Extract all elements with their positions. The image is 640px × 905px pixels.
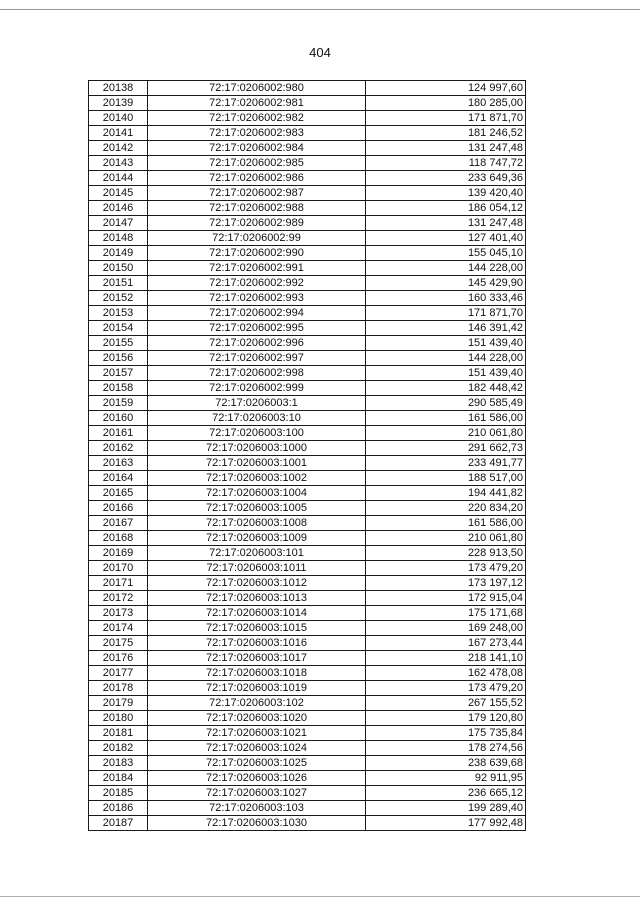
row-number-cell: 20156	[89, 351, 148, 366]
row-number-cell: 20145	[89, 186, 148, 201]
cadastral-value-cell: 127 401,40	[366, 231, 526, 246]
cadastral-number-cell: 72:17:0206003:1	[148, 396, 366, 411]
row-number-cell: 20160	[89, 411, 148, 426]
table-row	[89, 696, 526, 711]
row-number-cell: 20184	[89, 771, 148, 786]
cadastral-value-cell: 218 141,10	[366, 651, 526, 666]
table-row	[89, 81, 526, 96]
cadastral-number-cell: 72:17:0206002:997	[148, 351, 366, 366]
cadastral-value-cell: 171 871,70	[366, 111, 526, 126]
cadastral-number-cell: 72:17:0206003:101	[148, 546, 366, 561]
row-number-cell: 20148	[89, 231, 148, 246]
table-row	[89, 546, 526, 561]
cadastral-value-cell: 131 247,48	[366, 216, 526, 231]
cadastral-value-cell: 173 479,20	[366, 561, 526, 576]
cadastral-number-cell: 72:17:0206002:984	[148, 141, 366, 156]
row-number-cell: 20159	[89, 396, 148, 411]
table-row	[89, 231, 526, 246]
table-row	[89, 336, 526, 351]
row-number-cell: 20147	[89, 216, 148, 231]
bottom-rule	[0, 896, 640, 897]
cadastral-value-cell: 173 479,20	[366, 681, 526, 696]
cadastral-number-cell: 72:17:0206002:985	[148, 156, 366, 171]
cadastral-value-cell: 233 491,77	[366, 456, 526, 471]
table-row	[89, 381, 526, 396]
cadastral-value-cell: 131 247,48	[366, 141, 526, 156]
cadastral-number-cell: 72:17:0206003:1025	[148, 756, 366, 771]
cadastral-value-cell: 161 586,00	[366, 516, 526, 531]
cadastral-number-cell: 72:17:0206003:1020	[148, 711, 366, 726]
cadastral-number-cell: 72:17:0206003:1024	[148, 741, 366, 756]
cadastral-value-cell: 228 913,50	[366, 546, 526, 561]
cadastral-number-cell: 72:17:0206003:1015	[148, 621, 366, 636]
cadastral-register-table	[88, 80, 526, 831]
cadastral-number-cell: 72:17:0206002:988	[148, 201, 366, 216]
row-number-cell: 20143	[89, 156, 148, 171]
table-row	[89, 156, 526, 171]
cadastral-number-cell: 72:17:0206002:993	[148, 291, 366, 306]
row-number-cell: 20151	[89, 276, 148, 291]
table-row	[89, 501, 526, 516]
cadastral-number-cell: 72:17:0206002:989	[148, 216, 366, 231]
table-row	[89, 636, 526, 651]
cadastral-value-cell: 220 834,20	[366, 501, 526, 516]
cadastral-number-cell: 72:17:0206003:1000	[148, 441, 366, 456]
row-number-cell: 20185	[89, 786, 148, 801]
table-row	[89, 681, 526, 696]
row-number-cell: 20168	[89, 531, 148, 546]
row-number-cell: 20164	[89, 471, 148, 486]
table-row	[89, 306, 526, 321]
row-number-cell: 20152	[89, 291, 148, 306]
table-row	[89, 321, 526, 336]
row-number-cell: 20175	[89, 636, 148, 651]
cadastral-value-cell: 175 735,84	[366, 726, 526, 741]
cadastral-value-cell: 169 248,00	[366, 621, 526, 636]
row-number-cell: 20173	[89, 606, 148, 621]
row-number-cell: 20150	[89, 261, 148, 276]
cadastral-number-cell: 72:17:0206003:1004	[148, 486, 366, 501]
cadastral-value-cell: 146 391,42	[366, 321, 526, 336]
cadastral-value-cell: 172 915,04	[366, 591, 526, 606]
table-row	[89, 516, 526, 531]
cadastral-number-cell: 72:17:0206003:1008	[148, 516, 366, 531]
row-number-cell: 20172	[89, 591, 148, 606]
cadastral-value-cell: 173 197,12	[366, 576, 526, 591]
cadastral-number-cell: 72:17:0206003:1009	[148, 531, 366, 546]
cadastral-number-cell: 72:17:0206003:1018	[148, 666, 366, 681]
page-number: 404	[309, 45, 331, 60]
table-row	[89, 351, 526, 366]
row-number-cell: 20169	[89, 546, 148, 561]
table-row	[89, 801, 526, 816]
cadastral-value-cell: 182 448,42	[366, 381, 526, 396]
cadastral-value-cell: 210 061,80	[366, 531, 526, 546]
table-row	[89, 111, 526, 126]
table-row	[89, 96, 526, 111]
cadastral-value-cell: 186 054,12	[366, 201, 526, 216]
table-row	[89, 771, 526, 786]
table-row	[89, 786, 526, 801]
cadastral-number-cell: 72:17:0206003:100	[148, 426, 366, 441]
cadastral-value-cell: 290 585,49	[366, 396, 526, 411]
cadastral-number-cell: 72:17:0206003:1021	[148, 726, 366, 741]
row-number-cell: 20165	[89, 486, 148, 501]
cadastral-value-cell: 210 061,80	[366, 426, 526, 441]
row-number-cell: 20155	[89, 336, 148, 351]
cadastral-value-cell: 181 246,52	[366, 126, 526, 141]
top-rule	[0, 9, 640, 10]
table-row	[89, 186, 526, 201]
row-number-cell: 20180	[89, 711, 148, 726]
cadastral-number-cell: 72:17:0206003:1001	[148, 456, 366, 471]
table-row	[89, 756, 526, 771]
table-row	[89, 171, 526, 186]
row-number-cell: 20163	[89, 456, 148, 471]
cadastral-value-cell: 160 333,46	[366, 291, 526, 306]
cadastral-value-cell: 118 747,72	[366, 156, 526, 171]
row-number-cell: 20149	[89, 246, 148, 261]
row-number-cell: 20162	[89, 441, 148, 456]
table-row	[89, 201, 526, 216]
cadastral-number-cell: 72:17:0206003:1013	[148, 591, 366, 606]
row-number-cell: 20142	[89, 141, 148, 156]
cadastral-number-cell: 72:17:0206003:1011	[148, 561, 366, 576]
table-body	[89, 81, 526, 831]
cadastral-value-cell: 178 274,56	[366, 741, 526, 756]
table-row	[89, 276, 526, 291]
cadastral-number-cell: 72:17:0206002:999	[148, 381, 366, 396]
table-row	[89, 606, 526, 621]
cadastral-value-cell: 145 429,90	[366, 276, 526, 291]
table-row	[89, 651, 526, 666]
cadastral-number-cell: 72:17:0206002:981	[148, 96, 366, 111]
row-number-cell: 20174	[89, 621, 148, 636]
row-number-cell: 20140	[89, 111, 148, 126]
cadastral-value-cell: 161 586,00	[366, 411, 526, 426]
table-row	[89, 366, 526, 381]
cadastral-value-cell: 194 441,82	[366, 486, 526, 501]
row-number-cell: 20154	[89, 321, 148, 336]
cadastral-number-cell: 72:17:0206002:99	[148, 231, 366, 246]
cadastral-number-cell: 72:17:0206003:102	[148, 696, 366, 711]
row-number-cell: 20167	[89, 516, 148, 531]
cadastral-value-cell: 267 155,52	[366, 696, 526, 711]
cadastral-value-cell: 155 045,10	[366, 246, 526, 261]
cadastral-value-cell: 188 517,00	[366, 471, 526, 486]
cadastral-number-cell: 72:17:0206003:1027	[148, 786, 366, 801]
table-row	[89, 621, 526, 636]
cadastral-value-cell: 167 273,44	[366, 636, 526, 651]
cadastral-number-cell: 72:17:0206002:996	[148, 336, 366, 351]
row-number-cell: 20186	[89, 801, 148, 816]
table-row	[89, 441, 526, 456]
cadastral-number-cell: 72:17:0206002:990	[148, 246, 366, 261]
row-number-cell: 20171	[89, 576, 148, 591]
table-row	[89, 411, 526, 426]
cadastral-value-cell: 179 120,80	[366, 711, 526, 726]
table-row	[89, 261, 526, 276]
cadastral-number-cell: 72:17:0206002:991	[148, 261, 366, 276]
cadastral-number-cell: 72:17:0206002:995	[148, 321, 366, 336]
table-row	[89, 396, 526, 411]
cadastral-number-cell: 72:17:0206002:998	[148, 366, 366, 381]
table-row	[89, 486, 526, 501]
row-number-cell: 20138	[89, 81, 148, 96]
row-number-cell: 20146	[89, 201, 148, 216]
cadastral-value-cell: 236 665,12	[366, 786, 526, 801]
cadastral-number-cell: 72:17:0206002:994	[148, 306, 366, 321]
cadastral-number-cell: 72:17:0206003:10	[148, 411, 366, 426]
cadastral-number-cell: 72:17:0206002:983	[148, 126, 366, 141]
cadastral-number-cell: 72:17:0206002:980	[148, 81, 366, 96]
row-number-cell: 20170	[89, 561, 148, 576]
cadastral-number-cell: 72:17:0206002:987	[148, 186, 366, 201]
cadastral-value-cell: 92 911,95	[366, 771, 526, 786]
cadastral-number-cell: 72:17:0206003:1014	[148, 606, 366, 621]
table-row	[89, 141, 526, 156]
cadastral-number-cell: 72:17:0206003:1017	[148, 651, 366, 666]
table-row	[89, 741, 526, 756]
table-row	[89, 666, 526, 681]
cadastral-value-cell: 162 478,08	[366, 666, 526, 681]
row-number-cell: 20166	[89, 501, 148, 516]
table-row	[89, 816, 526, 831]
cadastral-value-cell: 171 871,70	[366, 306, 526, 321]
table-row	[89, 246, 526, 261]
cadastral-value-cell: 233 649,36	[366, 171, 526, 186]
row-number-cell: 20139	[89, 96, 148, 111]
table-row	[89, 471, 526, 486]
cadastral-number-cell: 72:17:0206003:1002	[148, 471, 366, 486]
cadastral-value-cell: 238 639,68	[366, 756, 526, 771]
table-row	[89, 426, 526, 441]
table-row	[89, 456, 526, 471]
row-number-cell: 20176	[89, 651, 148, 666]
row-number-cell: 20179	[89, 696, 148, 711]
table-row	[89, 726, 526, 741]
table-row	[89, 126, 526, 141]
cadastral-value-cell: 291 662,73	[366, 441, 526, 456]
cadastral-value-cell: 175 171,68	[366, 606, 526, 621]
cadastral-value-cell: 151 439,40	[366, 336, 526, 351]
cadastral-number-cell: 72:17:0206003:1026	[148, 771, 366, 786]
cadastral-value-cell: 151 439,40	[366, 366, 526, 381]
row-number-cell: 20182	[89, 741, 148, 756]
cadastral-value-cell: 180 285,00	[366, 96, 526, 111]
row-number-cell: 20187	[89, 816, 148, 831]
row-number-cell: 20153	[89, 306, 148, 321]
cadastral-value-cell: 144 228,00	[366, 351, 526, 366]
row-number-cell: 20158	[89, 381, 148, 396]
row-number-cell: 20144	[89, 171, 148, 186]
table-row	[89, 291, 526, 306]
cadastral-value-cell: 177 992,48	[366, 816, 526, 831]
cadastral-value-cell: 144 228,00	[366, 261, 526, 276]
cadastral-number-cell: 72:17:0206003:1019	[148, 681, 366, 696]
cadastral-value-cell: 199 289,40	[366, 801, 526, 816]
row-number-cell: 20183	[89, 756, 148, 771]
cadastral-number-cell: 72:17:0206003:103	[148, 801, 366, 816]
table-row	[89, 711, 526, 726]
row-number-cell: 20178	[89, 681, 148, 696]
table-row	[89, 561, 526, 576]
cadastral-number-cell: 72:17:0206003:1005	[148, 501, 366, 516]
row-number-cell: 20141	[89, 126, 148, 141]
cadastral-number-cell: 72:17:0206003:1016	[148, 636, 366, 651]
table-row	[89, 591, 526, 606]
row-number-cell: 20177	[89, 666, 148, 681]
table-row	[89, 216, 526, 231]
table-row	[89, 531, 526, 546]
row-number-cell: 20161	[89, 426, 148, 441]
cadastral-value-cell: 124 997,60	[366, 81, 526, 96]
row-number-cell: 20181	[89, 726, 148, 741]
table-row	[89, 576, 526, 591]
cadastral-number-cell: 72:17:0206003:1030	[148, 816, 366, 831]
cadastral-number-cell: 72:17:0206003:1012	[148, 576, 366, 591]
cadastral-number-cell: 72:17:0206002:982	[148, 111, 366, 126]
cadastral-number-cell: 72:17:0206002:992	[148, 276, 366, 291]
cadastral-value-cell: 139 420,40	[366, 186, 526, 201]
row-number-cell: 20157	[89, 366, 148, 381]
cadastral-number-cell: 72:17:0206002:986	[148, 171, 366, 186]
